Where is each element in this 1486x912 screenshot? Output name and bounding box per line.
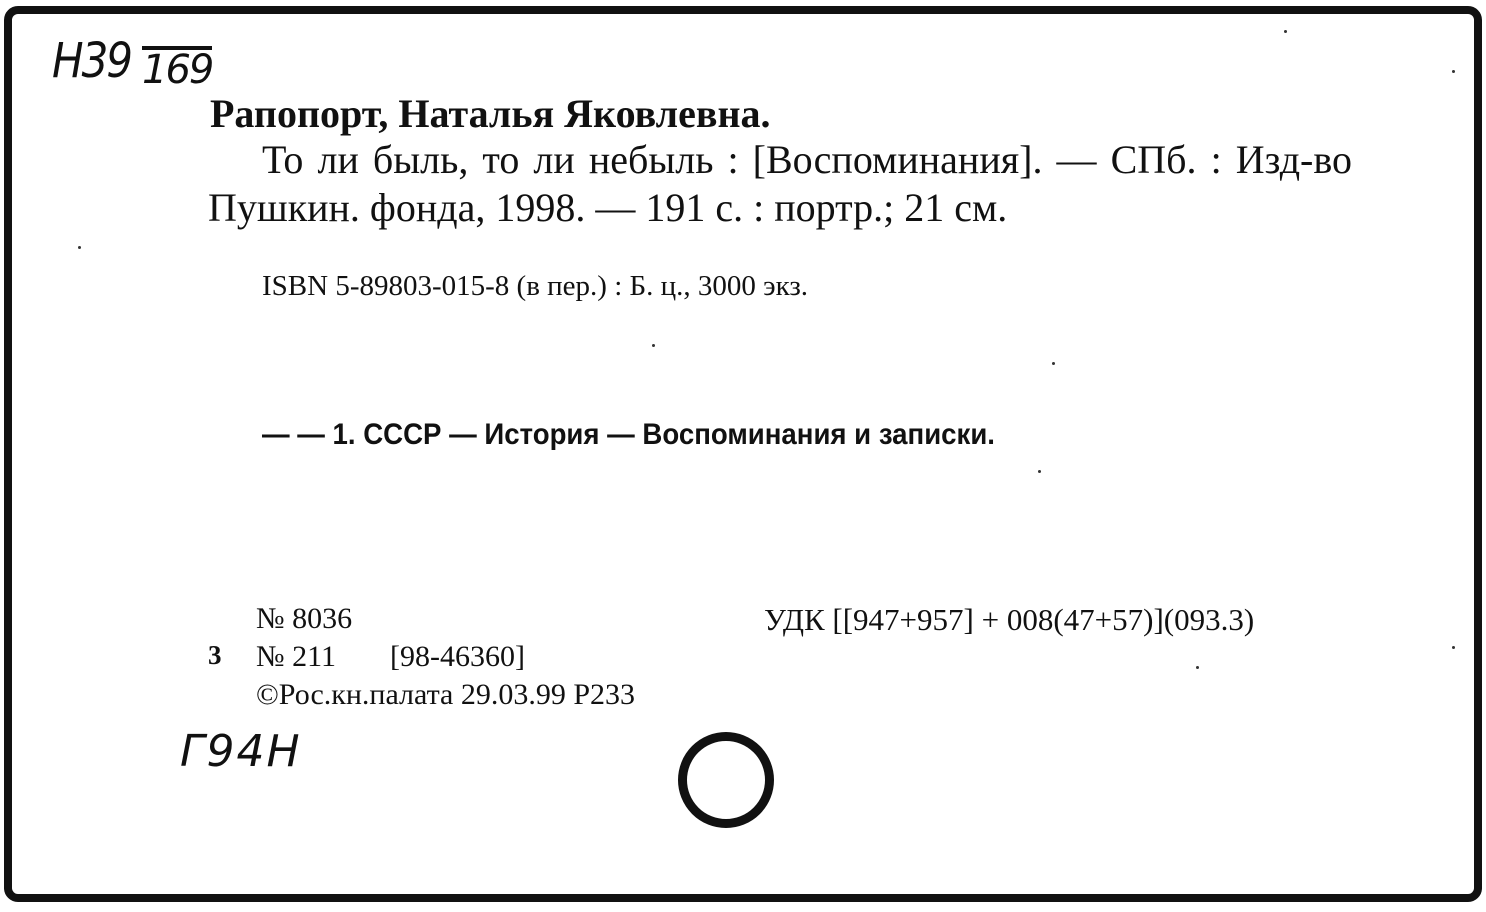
udk-classification: УДК [[947+957] + 008(47+57)](093.3) [764,602,1255,637]
speck [1196,666,1199,669]
author-heading: Рапопорт, Наталья Яковлевна. [210,91,771,136]
handwritten-author-mark: Г94Н [180,726,302,777]
catalog-card [4,6,1482,902]
punch-hole [678,732,774,828]
issue-number: № 211 [256,640,337,673]
speck [1052,362,1055,365]
card-number: № 8036 [256,602,353,635]
registration-number: [98-46360] [390,640,525,673]
copyright-line: ©Рос.кн.палата 29.03.99 Р233 [256,678,636,711]
speck [1038,470,1041,473]
speck [652,344,655,347]
handwritten-call-number-superscript: 169 [142,47,213,93]
lead-number: 3 [208,640,222,670]
speck [1452,70,1455,73]
handwritten-call-number: Н39 [52,32,132,89]
bibliographic-description: То ли быль, то ли небыль : [Воспоминания]. — СПб. : Изд-во Пушкин. фонда, 1998. — 191 с. : портр.; 21 см. [208,137,1352,230]
speck [78,246,81,249]
subject-heading: — — 1. СССР — История — Воспоминания и записки. [262,418,995,451]
speck [1452,646,1455,649]
isbn-line: ISBN 5-89803-015-8 (в пер.) : Б. ц., 3000 экз. [262,270,809,302]
speck [1284,30,1287,33]
